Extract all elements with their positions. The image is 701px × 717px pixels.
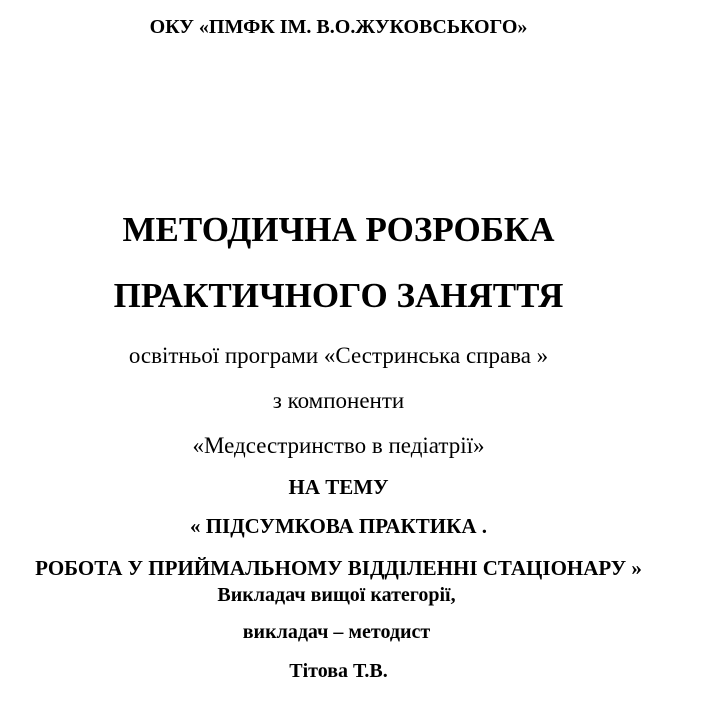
topic-line-1: « ПІДСУМКОВА ПРАКТИКА . <box>189 514 488 538</box>
document-title-line-2: ПРАКТИЧНОГО ЗАНЯТТЯ <box>113 276 564 315</box>
topic-line-2: РОБОТА У ПРИЙМАЛЬНОМУ ВІДДІЛЕННІ СТАЦІОНАРУ » <box>35 556 642 580</box>
component-name: «Медсестринство в педіатрії» <box>192 433 485 458</box>
topic-label: НА ТЕМУ <box>288 475 389 499</box>
institution-name: ОКУ «ПМФК ІМ. В.О.ЖУКОВСЬКОГО» <box>149 16 528 38</box>
component-prefix: з компоненти <box>272 388 405 413</box>
author-position-1: Викладач вищої категорії, <box>217 584 456 606</box>
author-name: Тітова Т.В. <box>289 660 388 682</box>
program-line: освітньої програми «Сестринська справа » <box>128 343 549 368</box>
author-position-2: викладач – методист <box>242 621 431 643</box>
document-title-line-1: МЕТОДИЧНА РОЗРОБКА <box>122 210 555 249</box>
